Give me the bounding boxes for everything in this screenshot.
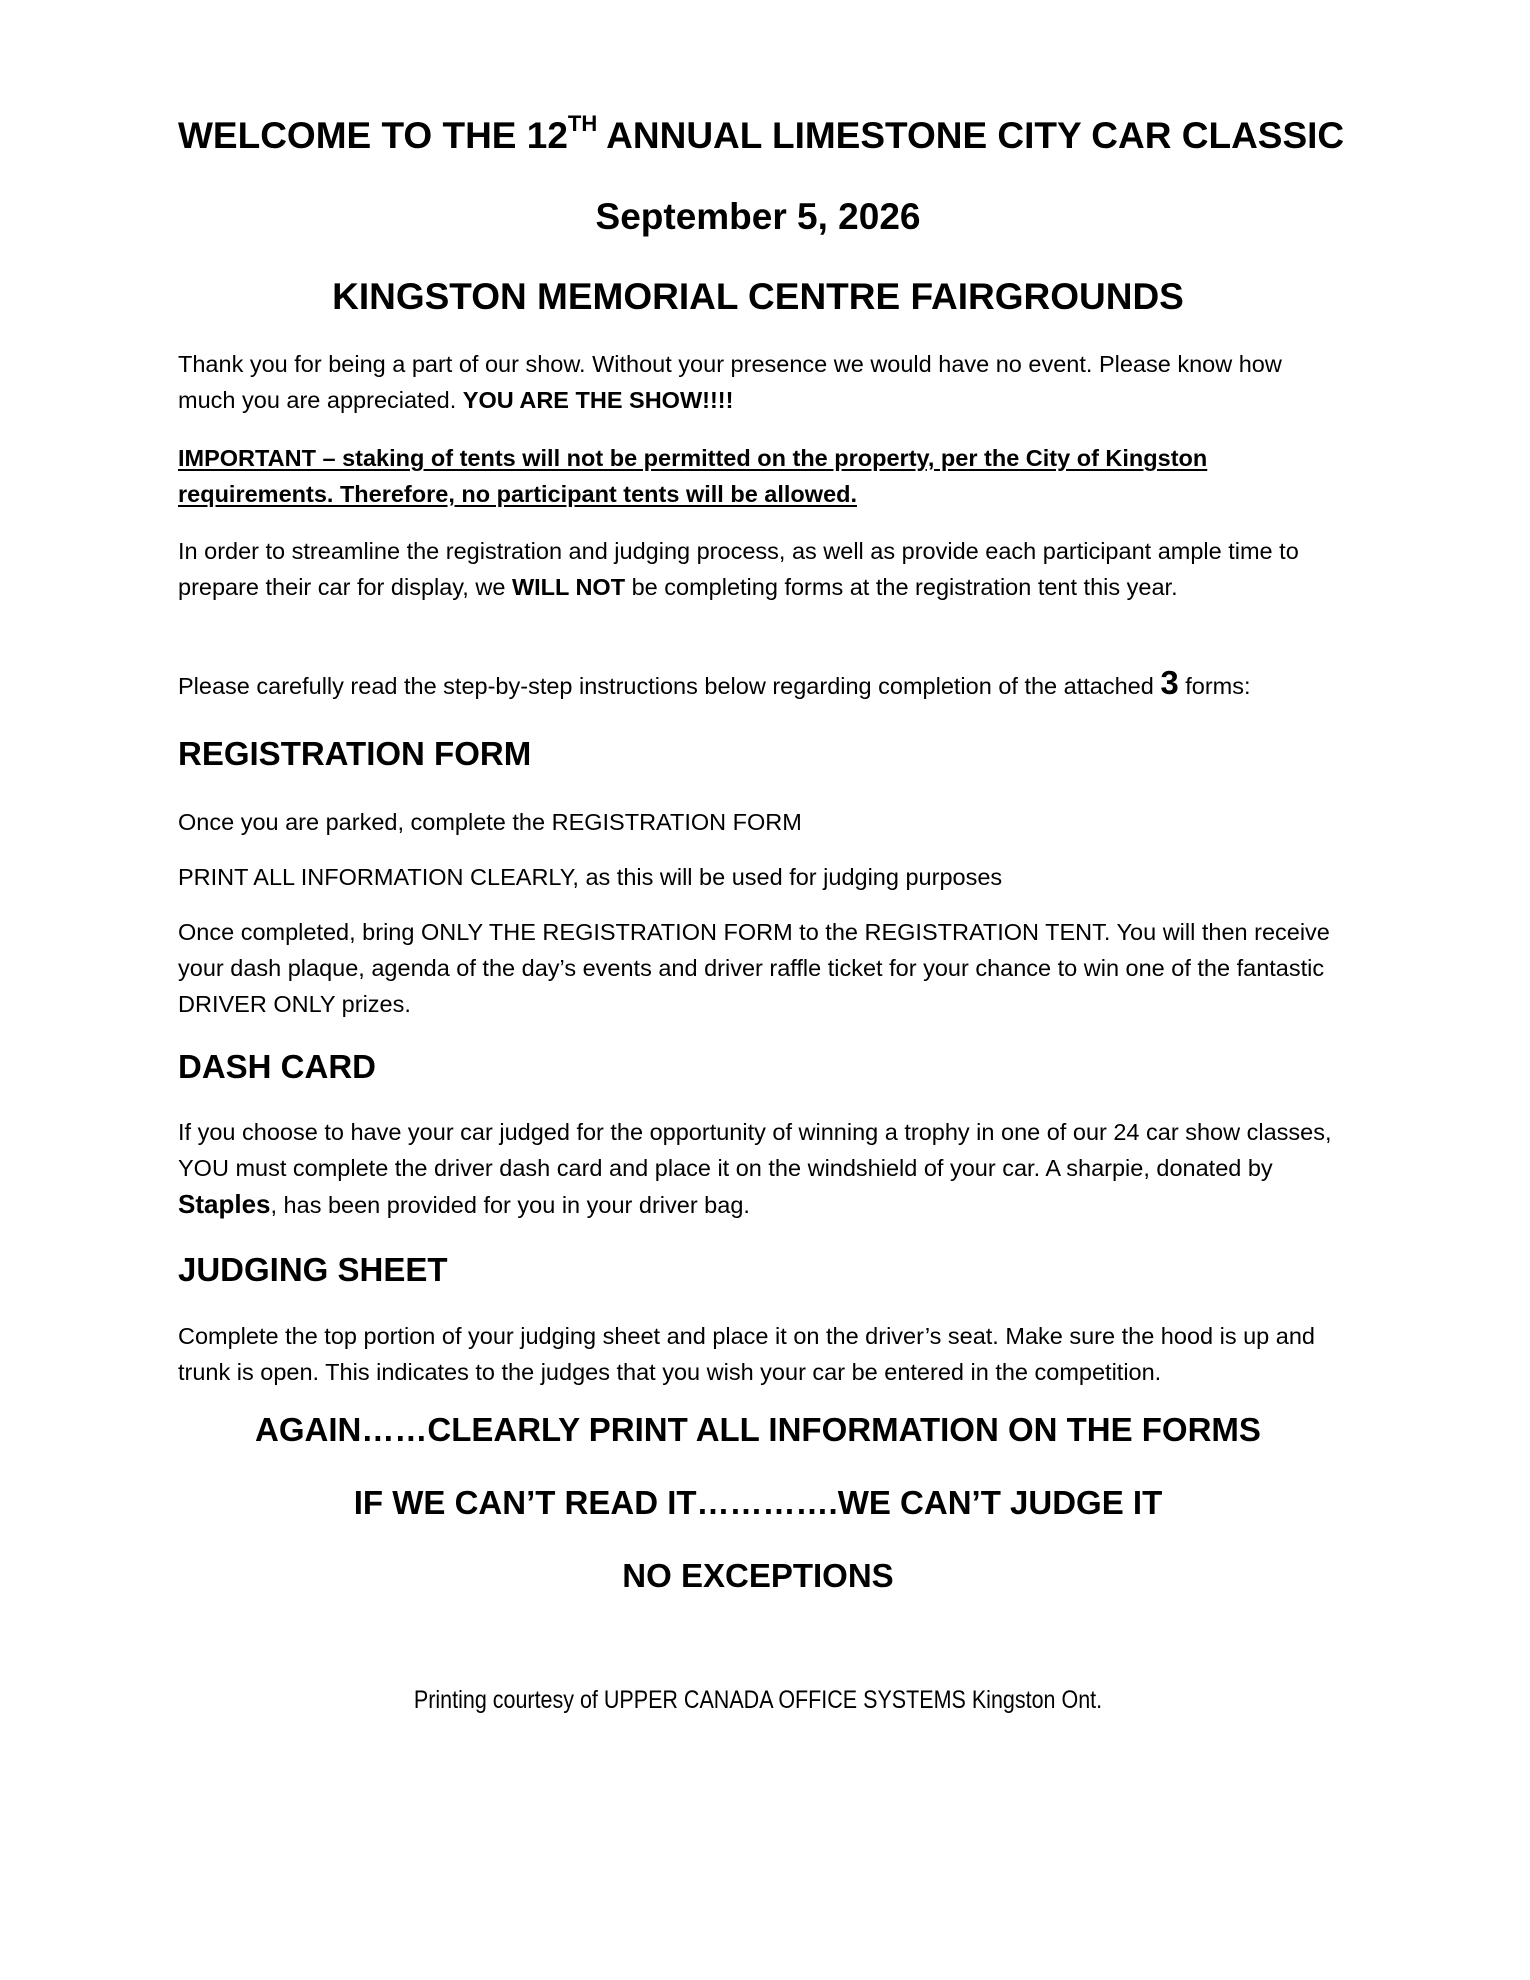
important-notice: IMPORTANT – staking of tents will not be permitted on the property, per the City of Kingston requirements. Therefore, no participant tents will be allowed.	[178, 445, 1208, 507]
dash-card-text-before: If you choose to have your car judged for the opportunity of winning a trophy in one of our 24 car show classes, YOU must complete the driver dash card and place it on the windshield of your car. A sharpie, donated by	[178, 1119, 1332, 1181]
flyer-page	[178, 0, 1345, 1980]
judging-sheet-paragraph: Complete the top portion of your judging sheet and place it on the driver’s seat. Make sure the hood is up and trunk is open. This indicates to the judges that you wish your car be entered in the competition.	[178, 1323, 1315, 1385]
judging-sheet-heading: JUDGING SHEET	[178, 1251, 448, 1288]
dash-card-sponsor: Staples	[178, 1189, 271, 1219]
intro-text: Thank you for being a part of our show. Without your presence we would have no event. Please know how much you are appreciated.	[178, 351, 1282, 413]
event-venue: KINGSTON MEMORIAL CENTRE FAIRGROUNDS	[332, 276, 1184, 317]
intro-emphasis: YOU ARE THE SHOW!!!!	[462, 387, 734, 413]
event-title	[178, 110, 1345, 158]
closing-line-3: NO EXCEPTIONS	[622, 1557, 894, 1594]
registration-line-3: Once completed, bring ONLY THE REGISTRATION FORM to the REGISTRATION TENT. You will then receive your dash plaque, agenda of the day’s events and driver raffle ticket for your chance to win one of the fantastic DRIVER ONLY prizes.	[178, 919, 1330, 1017]
event-title-prefix: WELCOME TO THE 12	[178, 115, 568, 156]
instructions-paragraph	[178, 664, 1338, 704]
forms-count: 3	[1160, 664, 1179, 701]
dash-card-text-after: , has been provided for you in your driver bag.	[270, 1192, 750, 1218]
intro-paragraph	[178, 346, 1338, 418]
streamline-paragraph	[178, 533, 1338, 605]
registration-heading: REGISTRATION FORM	[178, 735, 532, 772]
registration-line-1: Once you are parked, complete the REGISTRATION FORM	[178, 809, 802, 835]
event-date: September 5, 2026	[595, 196, 921, 237]
streamline-emphasis: WILL NOT	[511, 574, 626, 600]
instructions-text-before: Please carefully read the step-by-step instructions below regarding completion of the attached	[178, 673, 1161, 699]
event-title-superscript: TH	[567, 110, 598, 136]
printing-credit: Printing courtesy of UPPER CANADA OFFICE SYSTEMS Kingston Ont.	[413, 1686, 1103, 1714]
streamline-text-before: In order to streamline the registration and judging process, as well as provide each participant ample time to prepare their car for display, we	[178, 538, 1299, 600]
dash-card-heading: DASH CARD	[178, 1048, 376, 1085]
closing-line-1: AGAIN……CLEARLY PRINT ALL INFORMATION ON THE FORMS	[255, 1411, 1261, 1448]
closing-line-2: IF WE CAN’T READ IT………….WE CAN’T JUDGE IT	[353, 1484, 1163, 1521]
registration-line-2: PRINT ALL INFORMATION CLEARLY, as this will be used for judging purposes	[178, 864, 1003, 890]
instructions-text-after: forms:	[1178, 673, 1251, 699]
event-title-suffix: ANNUAL LIMESTONE CITY CAR CLASSIC	[597, 115, 1345, 156]
streamline-text-after: be completing forms at the registration tent this year.	[625, 574, 1178, 600]
dash-card-paragraph	[178, 1114, 1338, 1223]
